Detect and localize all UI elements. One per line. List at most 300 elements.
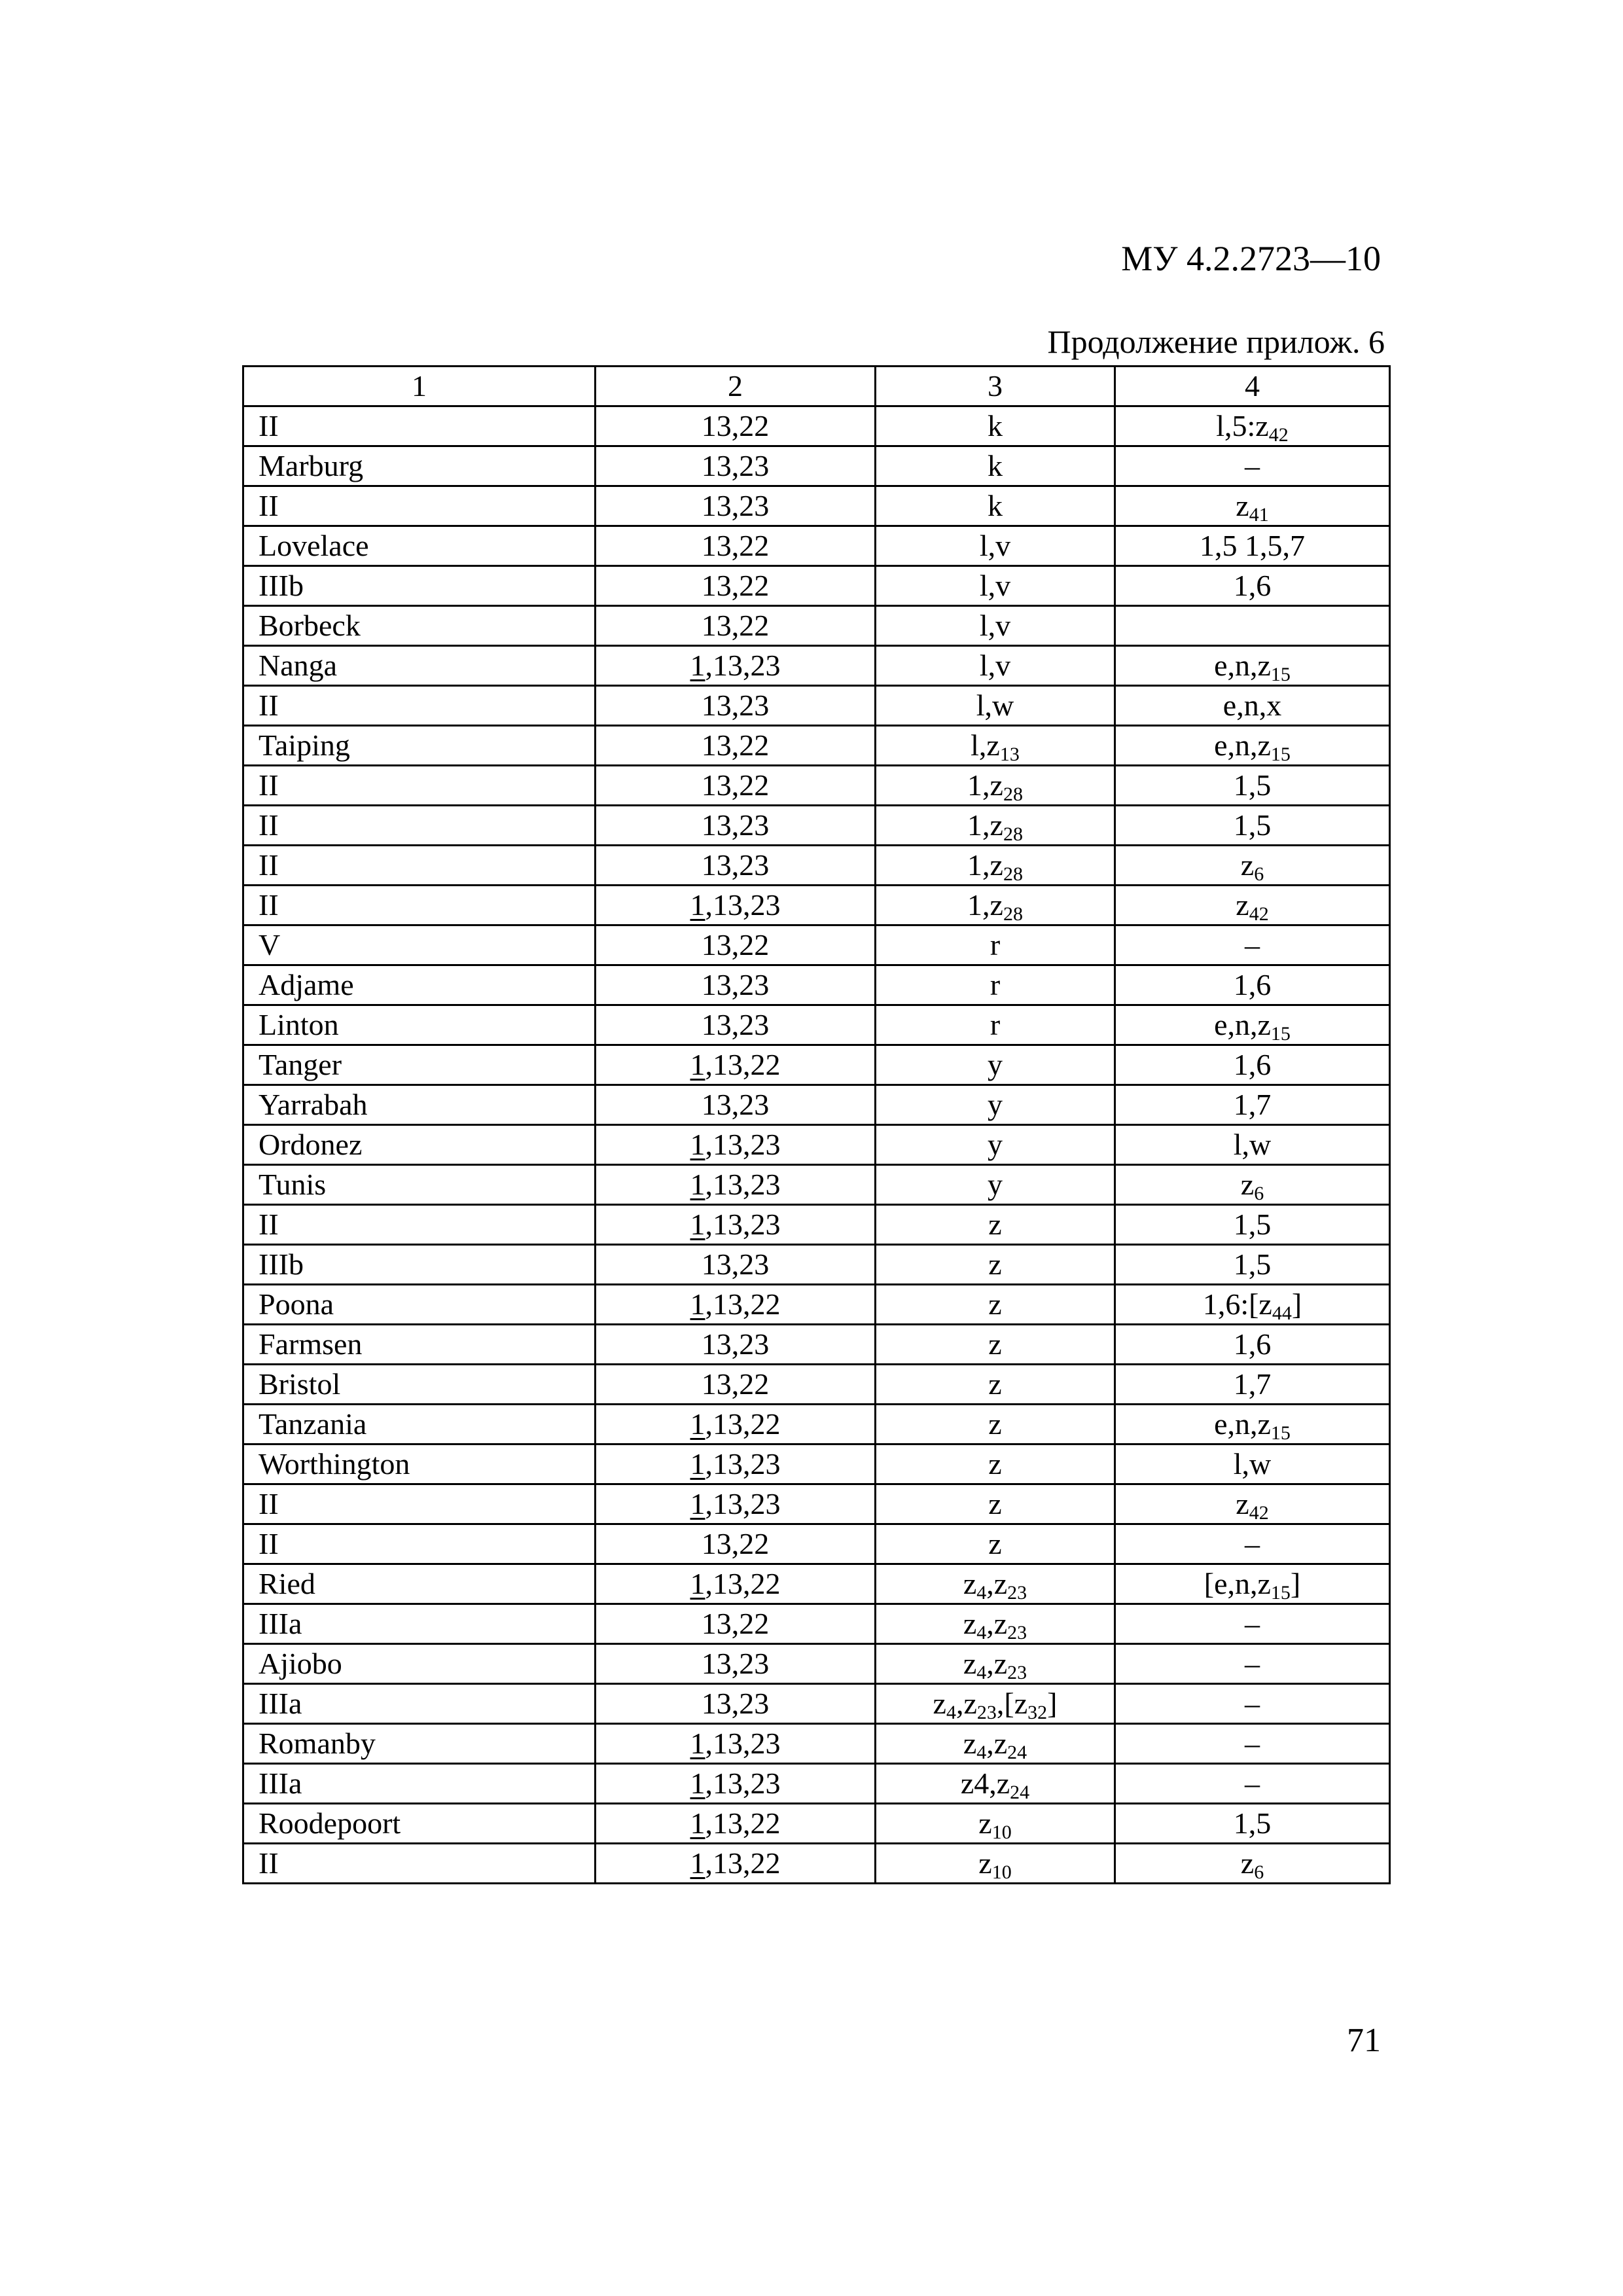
o-antigen-cell [596,486,876,526]
o-antigen-cell [596,1005,876,1045]
cell-text: l,v [979,569,1011,602]
cell-text: e,n,z [1214,1407,1271,1441]
underlined-text: 1 [690,1487,705,1520]
cell-text: 13,23 [701,489,770,522]
header-col-4: 4 [1115,367,1390,406]
table-row [243,1804,1390,1844]
h-antigen-phase-1-cell [876,1724,1115,1764]
h-antigen-phase-2-cell [1115,1245,1390,1285]
table-row [243,1524,1390,1564]
table-row [243,566,1390,606]
serovar-name-cell: Marburg [243,446,596,486]
cell-text: e,n,x [1222,689,1282,722]
cell-text: z [963,1647,977,1680]
subscript: 28 [1003,823,1023,845]
h-antigen-phase-2-cell [1115,1764,1390,1804]
o-antigen-cell [596,1804,876,1844]
underlined-text: 1 [690,1846,705,1880]
cell-text: 13,23 [701,1247,770,1281]
underlined-text: 1 [690,1208,705,1241]
h-antigen-phase-2-cell [1115,1405,1390,1444]
cell-text: z [933,1687,946,1720]
table-row [243,1285,1390,1325]
cell-text: r [990,968,1001,1001]
cell-text: 13,22 [701,409,770,442]
h-antigen-phase-1-cell [876,1125,1115,1165]
serovar-name-cell: IIIa [243,1604,596,1644]
cell-text: 1,5 [1233,1247,1272,1281]
h-antigen-phase-1-cell [876,1604,1115,1644]
header-row [243,367,1390,406]
table-row [243,1325,1390,1365]
table-row [243,1684,1390,1724]
cell-text: – [1245,1647,1260,1680]
serovar-name-cell: Romanby [243,1724,596,1764]
h-antigen-phase-1-cell [876,886,1115,925]
o-antigen-cell [596,965,876,1005]
subscript: 10 [991,1821,1012,1843]
o-antigen-cell [596,1484,876,1524]
serovar-name-cell: Tunis [243,1165,596,1205]
cell-text: – [1245,928,1260,961]
o-antigen-cell [596,1285,876,1325]
cell-text: z [988,1447,1002,1480]
h-antigen-phase-1-cell [876,1564,1115,1604]
table-row [243,1764,1390,1804]
table-row [243,1165,1390,1205]
h-antigen-phase-1-cell [876,1245,1115,1285]
serovar-name-cell: II [243,766,596,806]
subscript: 15 [1270,744,1291,765]
h-antigen-phase-2-cell [1115,1724,1390,1764]
table-row [243,925,1390,965]
cell-text: e,n,z [1214,1008,1271,1041]
subscript: 15 [1270,1422,1291,1444]
h-antigen-phase-1-cell [876,446,1115,486]
h-antigen-phase-1-cell [876,1005,1115,1045]
cell-text: z4,z [960,1767,1010,1800]
cell-text: 13,22 [701,529,770,562]
o-antigen-cell [596,686,876,726]
cell-text: z [1236,489,1249,522]
serovar-name-cell: Nanga [243,646,596,686]
serovar-name-cell: II [243,886,596,925]
subscript: 4 [946,1702,956,1723]
table-row [243,1564,1390,1604]
serovar-name-cell: Worthington [243,1444,596,1484]
serovar-name-cell: II [243,846,596,886]
serovar-name-cell: IIIa [243,1764,596,1804]
cell-text: 13,23 [701,1008,770,1041]
serovar-name-cell: II [243,406,596,446]
cell-text: – [1245,1607,1260,1640]
cell-text: 1,6:[z [1202,1287,1272,1321]
serovar-table [242,365,1391,1884]
h-antigen-phase-2-cell [1115,806,1390,846]
o-antigen-cell [596,1125,876,1165]
cell-text: r [990,928,1001,961]
cell-text: ] [1290,1567,1301,1600]
table-row [243,1245,1390,1285]
subscript: 23 [1007,1622,1027,1643]
subscript: 32 [1027,1702,1048,1723]
underlined-text: 1 [690,1447,705,1480]
o-antigen-cell [596,846,876,886]
underlined-text: 1 [690,1567,705,1600]
table-row [243,1644,1390,1684]
h-antigen-phase-1-cell [876,1804,1115,1844]
h-antigen-phase-1-cell [876,526,1115,566]
table-row [243,606,1390,646]
o-antigen-cell [596,646,876,686]
cell-text: z [988,1287,1002,1321]
h-antigen-phase-2-cell [1115,1684,1390,1724]
cell-text: ,13,23 [705,1767,781,1800]
h-antigen-phase-2-cell [1115,406,1390,446]
subscript: 23 [1007,1662,1027,1683]
h-antigen-phase-2-cell [1115,846,1390,886]
cell-text: 13,22 [701,768,770,802]
cell-text: 1,6 [1233,569,1272,602]
o-antigen-cell [596,1844,876,1884]
subscript: 4 [976,1662,987,1683]
o-antigen-cell [596,1444,876,1484]
h-antigen-phase-1-cell [876,925,1115,965]
header-col-1: 1 [243,367,596,406]
cell-text: 13,22 [701,609,770,642]
subscript: 6 [1254,1861,1264,1883]
h-antigen-phase-2-cell [1115,446,1390,486]
cell-text: l,v [979,609,1011,642]
serovar-name-cell: II [243,1524,596,1564]
o-antigen-cell [596,766,876,806]
serovar-name-cell: Linton [243,1005,596,1045]
h-antigen-phase-1-cell [876,566,1115,606]
table-row [243,1484,1390,1524]
subscript: 23 [1007,1582,1027,1604]
cell-text: y [988,1168,1003,1201]
h-antigen-phase-1-cell [876,1285,1115,1325]
table-row [243,406,1390,446]
h-antigen-phase-1-cell [876,1405,1115,1444]
cell-text: ,13,22 [705,1567,781,1600]
subscript: 15 [1270,664,1291,685]
serovar-name-cell: Ordonez [243,1125,596,1165]
table-row [243,686,1390,726]
h-antigen-phase-2-cell [1115,1604,1390,1644]
o-antigen-cell [596,1365,876,1405]
h-antigen-phase-2-cell [1115,1045,1390,1085]
cell-text: 13,22 [701,1607,770,1640]
h-antigen-phase-1-cell [876,1764,1115,1804]
o-antigen-cell [596,406,876,446]
table-row [243,1724,1390,1764]
serovar-name-cell: II [243,486,596,526]
o-antigen-cell [596,526,876,566]
cell-text: z [1240,1168,1255,1201]
underlined-text: 1 [690,1048,705,1081]
cell-text: l,w [976,689,1014,722]
cell-text: – [1245,1767,1260,1800]
cell-text: l,v [979,529,1011,562]
table-row [243,1444,1390,1484]
o-antigen-cell [596,806,876,846]
cell-text: 13,23 [701,1327,770,1361]
serovar-name-cell: Ajiobo [243,1644,596,1684]
serovar-name-cell: Yarrabah [243,1085,596,1125]
h-antigen-phase-1-cell [876,1644,1115,1684]
table-row [243,1405,1390,1444]
h-antigen-phase-2-cell [1115,1484,1390,1524]
h-antigen-phase-2-cell [1115,486,1390,526]
cell-text: ,13,23 [705,1447,781,1480]
o-antigen-cell [596,886,876,925]
h-antigen-phase-2-cell [1115,526,1390,566]
serovar-name-cell: Ried [243,1564,596,1604]
table-row [243,965,1390,1005]
cell-text: 1,6 [1233,1048,1272,1081]
cell-text: ,13,22 [705,1287,781,1321]
cell-text: 13,23 [701,689,770,722]
h-antigen-phase-2-cell [1115,646,1390,686]
o-antigen-cell [596,1604,876,1644]
page-number: 71 [1347,2022,1381,2059]
cell-text: 1,5 [1233,808,1272,842]
cell-text: 1,5 [1233,1806,1272,1840]
cell-text: 13,23 [701,1687,770,1720]
table-row [243,726,1390,766]
header-col-2: 2 [596,367,876,406]
cell-text: z [1240,1846,1255,1880]
subscript: 42 [1268,424,1289,446]
h-antigen-phase-2-cell [1115,566,1390,606]
cell-text: l,5:z [1216,409,1269,442]
cell-text: r [990,1008,1001,1041]
h-antigen-phase-1-cell [876,406,1115,446]
h-antigen-phase-1-cell [876,1365,1115,1405]
cell-text: k [988,409,1003,442]
cell-text: z [978,1806,992,1840]
o-antigen-cell [596,1764,876,1804]
cell-text: ,13,22 [705,1846,781,1880]
table-row [243,806,1390,846]
cell-text: 13,22 [701,728,770,762]
cell-text: ,13,23 [705,649,781,682]
serovar-name-cell: Tanger [243,1045,596,1085]
underlined-text: 1 [690,1806,705,1840]
serovar-name-cell: Taiping [243,726,596,766]
subscript: 41 [1249,504,1269,526]
cell-text: z [978,1846,992,1880]
cell-text: ,13,23 [705,1128,781,1161]
h-antigen-phase-2-cell [1115,1085,1390,1125]
continuation-caption: Продолжение прилож. 6 [1047,323,1385,360]
h-antigen-phase-1-cell [876,766,1115,806]
o-antigen-cell [596,1165,876,1205]
h-antigen-phase-2-cell [1115,965,1390,1005]
subscript: 4 [976,1582,987,1604]
h-antigen-phase-1-cell [876,846,1115,886]
o-antigen-cell [596,1085,876,1125]
cell-text: y [988,1048,1003,1081]
cell-text: y [988,1128,1003,1161]
h-antigen-phase-2-cell [1115,1644,1390,1684]
subscript: 44 [1272,1302,1292,1324]
cell-text: k [988,449,1003,482]
cell-text: z [988,1327,1002,1361]
h-antigen-phase-2-cell [1115,1524,1390,1564]
o-antigen-cell [596,1684,876,1724]
h-antigen-phase-1-cell [876,1484,1115,1524]
cell-text: 1,5 1,5,7 [1200,529,1305,562]
underlined-text: 1 [690,1767,705,1800]
serovar-name-cell: II [243,1484,596,1524]
cell-text: e,n,z [1214,728,1271,762]
cell-text: 1,6 [1233,968,1272,1001]
cell-text: 1,z [967,848,1003,882]
cell-text: 13,23 [701,1647,770,1680]
serovar-name-cell: Farmsen [243,1325,596,1365]
serovar-name-cell: IIIa [243,1684,596,1724]
subscript: 28 [1003,783,1023,805]
cell-text: ,13,22 [705,1407,781,1441]
cell-text: z [988,1487,1002,1520]
cell-text: z [988,1208,1002,1241]
table-row [243,486,1390,526]
serovar-name-cell: II [243,806,596,846]
h-antigen-phase-2-cell [1115,925,1390,965]
table-row [243,1045,1390,1085]
cell-text: ,z [986,1727,1008,1760]
cell-text: ,13,22 [705,1048,781,1081]
cell-text: 1,z [967,888,1003,922]
h-antigen-phase-1-cell [876,806,1115,846]
cell-text: ,z [986,1567,1008,1600]
table-row [243,846,1390,886]
cell-text: 13,22 [701,1367,770,1401]
o-antigen-cell [596,1724,876,1764]
cell-text: l,z [971,728,1000,762]
cell-text: 1,7 [1233,1367,1272,1401]
cell-text: z [988,1527,1002,1560]
table-row [243,766,1390,806]
underlined-text: 1 [690,1168,705,1201]
subscript: 6 [1254,863,1264,885]
h-antigen-phase-2-cell [1115,1325,1390,1365]
h-antigen-phase-2-cell [1115,1804,1390,1844]
h-antigen-phase-2-cell [1115,686,1390,726]
serovar-name-cell: IIIb [243,1245,596,1285]
table-row [243,1205,1390,1245]
h-antigen-phase-1-cell [876,646,1115,686]
cell-text: 13,23 [701,968,770,1001]
h-antigen-phase-1-cell [876,965,1115,1005]
table-row [243,1844,1390,1884]
cell-text: ] [1291,1287,1302,1321]
cell-text: z [1236,888,1249,922]
h-antigen-phase-2-cell [1115,1564,1390,1604]
o-antigen-cell [596,1644,876,1684]
table-row [243,1085,1390,1125]
cell-text: ,13,23 [705,1208,781,1241]
cell-text: ,z [986,1647,1008,1680]
subscript: 13 [999,744,1020,765]
subscript: 23 [976,1702,997,1723]
subscript: 4 [976,1742,987,1763]
document-code: МУ 4.2.2723—10 [1121,239,1381,278]
h-antigen-phase-1-cell [876,1165,1115,1205]
cell-text: e,n,z [1214,649,1271,682]
table-row [243,1604,1390,1644]
cell-text: – [1245,1687,1260,1720]
h-antigen-phase-1-cell [876,1085,1115,1125]
subscript: 42 [1249,903,1269,925]
o-antigen-cell [596,1405,876,1444]
underlined-text: 1 [690,1287,705,1321]
h-antigen-phase-2-cell [1115,1285,1390,1325]
subscript: 24 [1007,1742,1027,1763]
cell-text: l,w [1233,1447,1272,1480]
h-antigen-phase-1-cell [876,1205,1115,1245]
cell-text: ,13,23 [705,1168,781,1201]
o-antigen-cell [596,1045,876,1085]
o-antigen-cell [596,606,876,646]
underlined-text: 1 [690,888,705,922]
cell-text: z [1236,1487,1249,1520]
o-antigen-cell [596,1205,876,1245]
table-header [243,367,1390,406]
cell-text: k [988,489,1003,522]
table-row [243,1365,1390,1405]
cell-text: – [1245,1727,1260,1760]
cell-text: [e,n,z [1204,1567,1271,1600]
header-col-3: 3 [876,367,1115,406]
o-antigen-cell [596,1245,876,1285]
o-antigen-cell [596,925,876,965]
cell-text: 1,7 [1233,1088,1272,1121]
cell-text: ,[z [996,1687,1028,1720]
h-antigen-phase-1-cell [876,726,1115,766]
cell-text: z [963,1607,977,1640]
h-antigen-phase-2-cell [1115,726,1390,766]
subscript: 4 [976,1622,987,1643]
cell-text: – [1245,449,1260,482]
subscript: 28 [1003,903,1023,925]
h-antigen-phase-2-cell [1115,606,1390,646]
h-antigen-phase-1-cell [876,686,1115,726]
h-antigen-phase-2-cell [1115,1125,1390,1165]
subscript: 24 [1010,1782,1030,1803]
cell-text: ] [1047,1687,1058,1720]
cell-text: 1,5 [1233,1208,1272,1241]
serovar-name-cell: Bristol [243,1365,596,1405]
cell-text: ,13,23 [705,1487,781,1520]
table-row [243,526,1390,566]
cell-text: z [988,1247,1002,1281]
serovar-name-cell: II [243,1205,596,1245]
h-antigen-phase-2-cell [1115,1444,1390,1484]
cell-text: 1,z [967,808,1003,842]
underlined-text: 1 [690,649,705,682]
cell-text: 13,22 [701,1527,770,1560]
cell-text: 13,23 [701,449,770,482]
cell-text: ,13,22 [705,1806,781,1840]
subscript: 15 [1270,1023,1291,1045]
underlined-text: 1 [690,1128,705,1161]
serovar-name-cell: V [243,925,596,965]
cell-text: z [988,1407,1002,1441]
subscript: 15 [1270,1582,1291,1604]
